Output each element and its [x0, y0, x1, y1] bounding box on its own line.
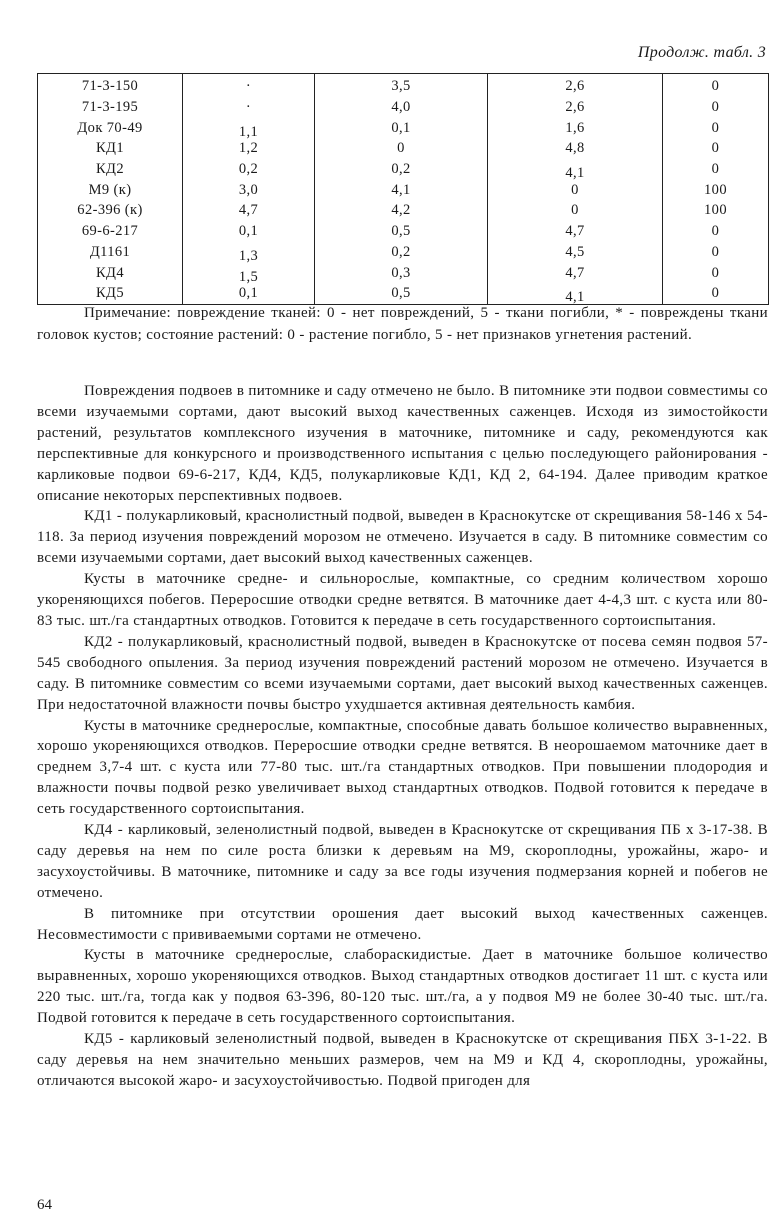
- paragraph: Кусты в маточнике среднерослые, слабораскидистые. Дает в маточнике большое количество выравненных, хорошо укореняющихся отводков. Выход стандартных отводков достигает 11 шт. с куста или 220 тыс. шт./га, тогда как у подвоя 63-396, 80-120 тыс. шт./га, а у подвоя М9 не более 30-40 тыс. шт./га. Подвой готовится к передаче в сеть государственного сортоиспытания.: [37, 947, 768, 1027]
- rootstock-name-cell: [38, 74, 183, 97]
- cell-text: 4,1: [565, 289, 585, 306]
- cell-text: 3,5: [391, 78, 411, 95]
- value-cell: [315, 242, 488, 263]
- cell-text: 4,8: [565, 140, 585, 157]
- cell-text: 4,7: [565, 223, 585, 240]
- value-cell: [488, 97, 663, 118]
- note-text: Примечание: повреждение тканей: 0 - нет повреждений, 5 - ткани погибли, * - повреждены ткани головок кустов; состояние растений: 0 - растение погибло, 5 - нет признаков угнетения растений.: [37, 305, 768, 343]
- cell-text: 0: [711, 78, 720, 95]
- cell-text: 0,3: [391, 264, 411, 281]
- cell-text: 0,1: [391, 119, 411, 136]
- value-cell: [183, 200, 315, 221]
- rootstock-name-cell: [38, 200, 183, 221]
- value-cell: [663, 283, 769, 304]
- table-row: [38, 97, 769, 118]
- value-cell: [663, 97, 769, 118]
- rootstock-name-cell: [38, 221, 183, 242]
- cell-text: Док 70-49: [77, 119, 143, 136]
- value-cell: [183, 179, 315, 200]
- rootstock-name-cell: [38, 262, 183, 283]
- table-note: [37, 303, 768, 346]
- cell-text: 0: [711, 243, 720, 260]
- value-cell: [488, 200, 663, 221]
- value-cell: [488, 283, 663, 304]
- rootstock-table: [37, 73, 769, 305]
- value-cell: [315, 283, 488, 304]
- cell-text: 62-396 (к): [77, 202, 143, 219]
- value-cell: [488, 159, 663, 180]
- value-cell: [183, 138, 315, 159]
- value-cell: [315, 74, 488, 97]
- value-cell: [663, 221, 769, 242]
- cell-text: 69-6-217: [81, 223, 139, 240]
- cell-text: 0: [571, 181, 579, 198]
- cell-text: 0,2: [391, 243, 411, 260]
- cell-text: КД1: [95, 140, 124, 157]
- value-cell: [488, 179, 663, 200]
- value-cell: [663, 117, 769, 138]
- cell-text: КД2: [95, 161, 124, 178]
- cell-text: 0: [711, 119, 720, 136]
- table-row: [38, 242, 769, 263]
- value-cell: [315, 262, 488, 283]
- cell-text: 100: [704, 181, 727, 198]
- value-cell: [183, 283, 315, 304]
- cell-text: 4,7: [565, 264, 585, 281]
- paragraph: КД5 - карликовый зеленолистный подвой, выведен в Краснокутске от скрещивания ПБХ 3-1-22. В саду деревья на нем значительно меньших размеров, чем на М9 и КД 4, скороплодны, урожайны, отличаются высокой жаро- и засухоустойчивостью. Подвой пригоден для: [37, 1031, 768, 1089]
- cell-text: 0,5: [391, 285, 411, 302]
- cell-text: 0,5: [391, 223, 411, 240]
- cell-text: 0: [711, 223, 720, 240]
- value-cell: [315, 179, 488, 200]
- cell-text: 4,5: [565, 243, 585, 260]
- cell-text: М9 (к): [88, 181, 132, 198]
- value-cell: [488, 138, 663, 159]
- value-cell: [663, 159, 769, 180]
- cell-text: 1,3: [238, 247, 259, 264]
- value-cell: [183, 97, 315, 118]
- value-cell: [488, 262, 663, 283]
- value-cell: [183, 221, 315, 242]
- cell-text: 1,1: [238, 123, 259, 140]
- value-cell: [315, 221, 488, 242]
- cell-text: 0: [711, 161, 720, 178]
- table-row: [38, 138, 769, 159]
- rootstock-name-cell: [38, 159, 183, 180]
- rootstock-name-cell: [38, 242, 183, 263]
- table-row: [38, 74, 769, 97]
- value-cell: [315, 200, 488, 221]
- table-row: [38, 179, 769, 200]
- rootstock-name-cell: [38, 117, 183, 138]
- table-row: [38, 117, 769, 138]
- rootstock-name-cell: [38, 138, 183, 159]
- value-cell: [663, 200, 769, 221]
- cell-text: 4,2: [391, 202, 411, 219]
- rootstock-name-cell: [38, 283, 183, 304]
- table-row: [38, 221, 769, 242]
- cell-text: 0,2: [391, 161, 411, 178]
- paragraph: Кусты в маточнике среднерослые, компактные, способные давать большое количество выравненных, хорошо укореняющихся отводков. Переросшие отводки средне ветвятся. В неорошаемом маточнике дает в среднем 3,7-4 шт. с куста или 77-80 тыс. шт./га стандартных отводков. При повышении плодородия и влажности почвы подвой резко увеличивает выход стандартных отводков. Подвой готовится к передаче в сеть государственного сортоиспытания.: [37, 717, 768, 818]
- cell-text: 3,0: [238, 181, 259, 198]
- page-number: 64: [37, 1197, 52, 1213]
- cell-text: 0: [397, 140, 405, 157]
- cell-text: 1,2: [238, 140, 259, 157]
- rootstock-name-cell: [38, 179, 183, 200]
- value-cell: [183, 242, 315, 263]
- cell-text: 100: [704, 202, 727, 219]
- cell-text: 0: [571, 202, 579, 219]
- cell-text: 0: [711, 264, 720, 281]
- paragraph: Повреждения подвоев в питомнике и саду отмечено не было. В питомнике эти подвои совместимы со всеми изучаемыми сортами, дают высокий выход качественных саженцев. Исходя из зимостойкости растений, результатов комплексного изучения в маточнике, питомнике и саду, рекомендуются как перспективные для конкурсного и производственного испытания с целью последующего районирования - карликовые подвои 69-6-217, КД4, КД5, полукарликовые КД1, КД 2, 64-194. Далее приводим краткое описание некоторых перспективных подвоев.: [37, 383, 768, 504]
- value-cell: [488, 117, 663, 138]
- value-cell: [183, 159, 315, 180]
- cell-text: 71-3-150: [81, 78, 139, 95]
- value-cell: [183, 262, 315, 283]
- cell-text: 4,1: [391, 181, 411, 198]
- paragraph: КД1 - полукарликовый, краснолистный подвой, выведен в Краснокутске от скрещивания 58-146 х 54-118. За период изучения повреждений морозом не отмечено. Изучается в саду. В питомнике совместим со всеми изучаемыми сортами, дает высокий выход качественных саженцев.: [37, 508, 768, 567]
- value-cell: [315, 97, 488, 118]
- table-row: [38, 262, 769, 283]
- cell-text: 2,6: [565, 99, 585, 116]
- value-cell: [488, 74, 663, 97]
- cell-text: 1,5: [238, 268, 259, 285]
- rootstock-name-cell: [38, 97, 183, 118]
- value-cell: [183, 74, 315, 97]
- cell-text: ·: [245, 78, 252, 95]
- value-cell: [488, 242, 663, 263]
- cell-text: КД5: [95, 285, 124, 302]
- cell-text: 0: [711, 99, 720, 116]
- value-cell: [663, 138, 769, 159]
- value-cell: [488, 221, 663, 242]
- value-cell: [315, 138, 488, 159]
- table-row: [38, 200, 769, 221]
- cell-text: 0: [711, 140, 720, 157]
- cell-text: 0,2: [238, 161, 259, 178]
- value-cell: [663, 179, 769, 200]
- body-text: [37, 381, 768, 1092]
- value-cell: [663, 242, 769, 263]
- cell-text: 0,1: [238, 285, 259, 302]
- cell-text: 4,7: [238, 202, 259, 219]
- value-cell: [315, 159, 488, 180]
- cell-text: ·: [245, 99, 252, 116]
- paragraph: В питомнике при отсутствии орошения дает высокий выход качественных саженцев. Несовместимости с прививаемыми сортами не отмечено.: [37, 905, 768, 943]
- value-cell: [183, 117, 315, 138]
- value-cell: [315, 117, 488, 138]
- value-cell: [663, 262, 769, 283]
- cell-text: 4,0: [391, 99, 411, 116]
- cell-text: 4,1: [565, 165, 585, 182]
- cell-text: 1,6: [565, 119, 585, 136]
- value-cell: [663, 74, 769, 97]
- cell-text: 0,1: [238, 223, 259, 240]
- table-row: [38, 283, 769, 304]
- cell-text: 2,6: [565, 78, 585, 95]
- cell-text: 71-3-195: [81, 99, 139, 116]
- table-continuation-label: Продолж. табл. 3: [637, 44, 766, 61]
- paragraph: КД4 - карликовый, зеленолистный подвой, выведен в Краснокутске от скрещивания ПБ х 3-17-38. В саду деревья на нем по силе роста близки к деревьям на М9, скороплодны, урожайны, жаро- и засухоустойчивы. В маточнике, питомнике и саду за все годы изучения подмерзания корней и побегов не отмечено.: [37, 822, 768, 901]
- paragraph: Кусты в маточнике средне- и сильнорослые, компактные, со средним количеством хорошо укореняющихся побегов. Переросшие отводки средне ветвятся. В маточнике дает 4-4,3 шт. с куста или 80-83 тыс. шт./га стандартных отводков. Готовится к передаче в сеть государственного сортоиспытания.: [37, 571, 768, 629]
- cell-text: Д1161: [89, 243, 131, 260]
- table-row: [38, 159, 769, 180]
- paragraph: КД2 - полукарликовый, краснолистный подвой, выведен в Краснокутске от посева семян подвоя 57-545 свободного опыления. За период изучения повреждений растений морозом не отмечено. Изучается в саду. В питомнике совместим со всеми изучаемыми сортами, дает высокий выход качественных саженцев. При недостаточной влажности почвы быстро ухудшается активная деятельность камбия.: [37, 633, 768, 713]
- cell-text: КД4: [95, 264, 124, 281]
- cell-text: 0: [711, 285, 720, 302]
